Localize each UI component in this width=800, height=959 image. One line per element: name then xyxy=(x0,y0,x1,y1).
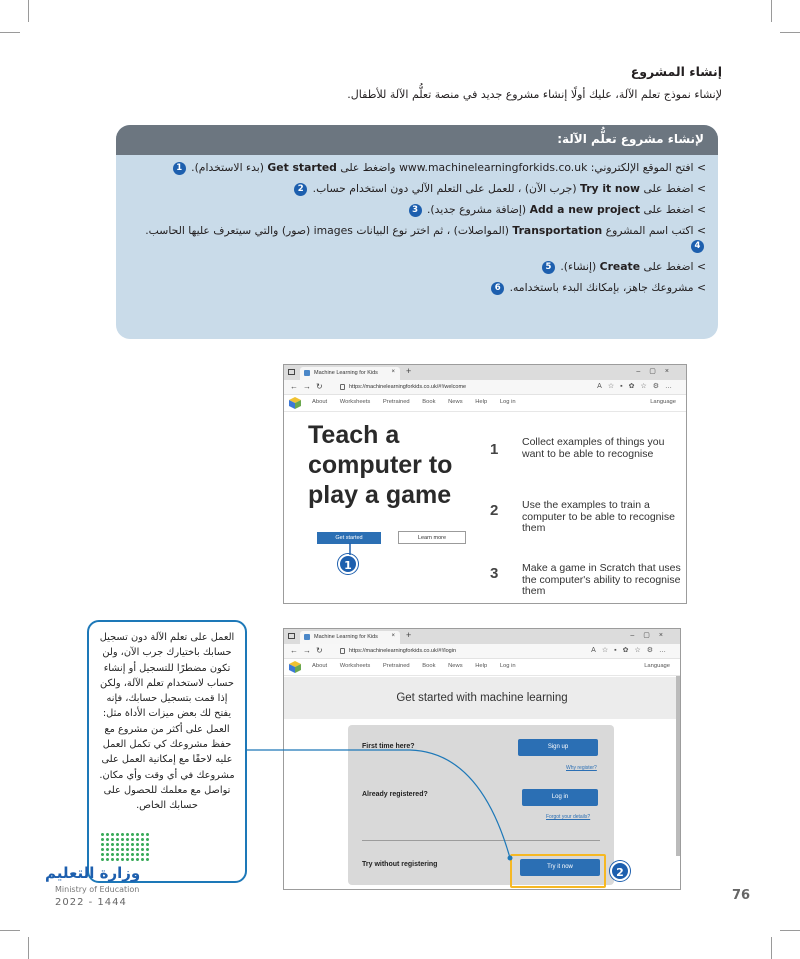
language-selector[interactable]: Language xyxy=(644,663,670,669)
note-box: العمل على تعلم الآلة دون تسجيل حسابك باختيارك جرب الآن، ولن تكون مضطرًا للتسجيل أو إنشاء حساب لاستخدام تعلم الآلة، ولكن إذا قمت بتسجيل حسابك، فإنه يفتح لك بعض ميزات الأداة مثل: العمل على أكثر من مشروع مع حفظ مشروعك كي تكمل العمل عليه لاحقًا مع إمكانية العمل على مشروعك في أي وقت وأي مكان. تواصل مع معلمك للحصول على حسابك الخاص. xyxy=(87,620,247,883)
step-text: > اكتب اسم المشروع xyxy=(602,224,706,237)
ministry-name-english: Ministry of Education xyxy=(55,885,140,894)
step-description: Make a game in Scratch that uses the computer's ability to recognise them xyxy=(522,562,681,597)
ministry-logo-dots xyxy=(100,832,150,862)
step-keyword: Create xyxy=(599,260,641,273)
language-selector[interactable]: Language xyxy=(650,399,676,405)
already-registered-label: Already registered? xyxy=(362,791,428,798)
close-tab-icon[interactable]: × xyxy=(391,633,395,639)
nav-link[interactable]: About xyxy=(312,663,328,669)
try-without-label: Try without registering xyxy=(362,861,438,868)
url-text: https://machinelearningforkids.co.uk/#!/welcome xyxy=(349,384,467,390)
nav-link[interactable]: Book xyxy=(422,663,436,669)
nav-buttons[interactable]: ←→↻ xyxy=(290,382,328,391)
nav-link[interactable]: About xyxy=(312,399,328,405)
step-keyword: Transportation xyxy=(512,224,603,237)
toolbar-icons[interactable]: A☆▪✿☆⚙… xyxy=(591,647,672,654)
nav-link[interactable]: Worksheets xyxy=(339,663,371,669)
step-number: 3 xyxy=(490,565,499,582)
page-number: 76 xyxy=(732,888,751,903)
close-tab-icon[interactable]: × xyxy=(391,369,395,375)
window-controls[interactable]: –▢× xyxy=(630,632,672,639)
step-keyword: Try it now xyxy=(580,182,641,195)
sign-up-button[interactable]: Sign up xyxy=(518,739,598,756)
hero-line: Teach a xyxy=(308,421,400,449)
step-text: > اضغط على xyxy=(640,182,706,195)
step-keyword: Add a new project xyxy=(529,203,641,216)
new-tab-icon[interactable]: + xyxy=(406,630,412,640)
nav-link[interactable]: Worksheets xyxy=(339,399,371,405)
step-number: 2 xyxy=(490,502,499,519)
get-started-banner: Get started with machine learning xyxy=(284,677,680,719)
ministry-name-arabic: وزارة التعليم xyxy=(45,864,141,882)
new-tab-icon[interactable]: + xyxy=(406,366,412,376)
edition-year: 2022 - 1444 xyxy=(55,897,127,908)
step-number-badge: 6 xyxy=(491,282,504,295)
why-register-link[interactable]: Why register? xyxy=(566,765,597,771)
step-text: (المواصلات) ، ثم اختر نوع البيانات images (صور) والتي سيتعرف عليها الحاسب. xyxy=(145,224,513,237)
hero-line: computer to xyxy=(308,451,453,479)
step-text: > اضغط على xyxy=(640,260,706,273)
step-number-badge: 4 xyxy=(691,240,704,253)
step-description: Collect examples of things you want to be able to recognise xyxy=(522,436,665,460)
step-number-badge: 1 xyxy=(173,162,186,175)
section-title: إنشاء المشروع xyxy=(630,64,722,79)
nav-link[interactable]: Log in xyxy=(499,663,516,669)
nav-link[interactable]: News xyxy=(448,399,463,405)
nav-link[interactable]: Pretrained xyxy=(382,663,410,669)
step-text: (إنشاء). xyxy=(556,260,600,273)
nav-link[interactable]: Book xyxy=(422,399,436,405)
tab-title: Machine Learning for Kids xyxy=(314,634,378,640)
step-text: (بدء الاستخدام). xyxy=(187,161,268,174)
first-time-label: First time here? xyxy=(362,743,415,750)
callout-badge: 2 xyxy=(610,861,630,881)
forgot-details-link[interactable]: Forgot your details? xyxy=(546,814,591,820)
log-in-button[interactable]: Log in xyxy=(522,789,598,806)
nav-link[interactable]: Pretrained xyxy=(382,399,410,405)
step-number-badge: 2 xyxy=(294,183,307,196)
step-description: Use the examples to train a computer to be able to recognise them xyxy=(522,499,675,534)
nav-link[interactable]: Help xyxy=(475,663,488,669)
tab-title: Machine Learning for Kids xyxy=(314,370,378,376)
nav-buttons[interactable]: ←→↻ xyxy=(290,646,328,655)
step-text: > اضغط على xyxy=(640,203,706,216)
step-number: 1 xyxy=(490,441,499,458)
url-text: https://machinelearningforkids.co.uk/#!/login xyxy=(349,648,457,654)
step-text: (إضافة مشروع جديد). xyxy=(423,203,530,216)
try-it-now-button[interactable]: Try it now xyxy=(520,859,600,876)
step-number-badge: 3 xyxy=(409,204,422,217)
panel-heading: لإنشاء مشروع تعلُّم الآلة: xyxy=(116,125,718,155)
step-text: > مشروعك جاهز، بإمكانك البدء باستخدامه. xyxy=(506,281,706,294)
callout-badge: 1 xyxy=(338,554,358,574)
get-started-button[interactable]: Get started xyxy=(317,532,381,544)
section-intro: لإنشاء نموذج تعلم الآلة، عليك أولًا إنشاء مشروع جديد في منصة تعلُّم الآلة للأطفال. xyxy=(347,88,722,101)
step-keyword: Get started xyxy=(267,161,337,174)
nav-link[interactable]: News xyxy=(448,663,463,669)
nav-link[interactable]: Help xyxy=(475,399,488,405)
nav-link[interactable]: Log in xyxy=(499,399,516,405)
step-text: > افتح الموقع الإلكتروني: www.machinelearningforkids.co.uk واضغط على xyxy=(336,161,706,174)
hero-line: play a game xyxy=(308,481,452,509)
step-number-badge: 5 xyxy=(542,261,555,274)
step-text: (جرب الآن) ، للعمل على التعلم الآلي دون استخدام حساب. xyxy=(309,182,581,195)
learn-more-button[interactable]: Learn more xyxy=(398,531,466,544)
toolbar-icons[interactable]: A☆▪✿☆⚙… xyxy=(597,383,678,390)
window-controls[interactable]: –▢× xyxy=(636,368,678,375)
